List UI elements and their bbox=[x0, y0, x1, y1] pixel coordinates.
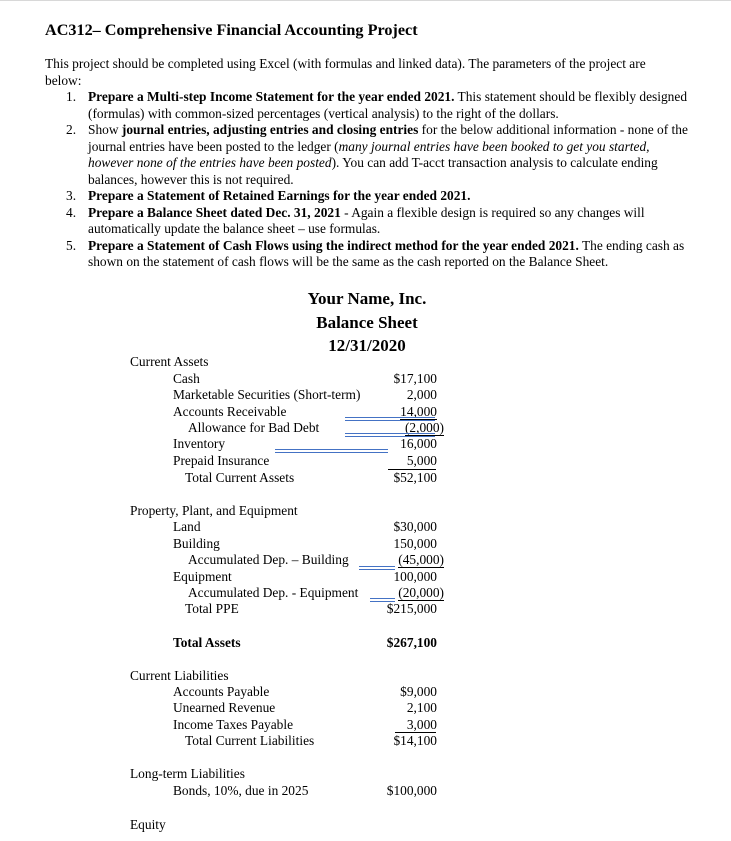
row-amount: $17,100 bbox=[393, 371, 437, 386]
row-amount: $267,100 bbox=[386, 635, 437, 650]
double-underline bbox=[359, 566, 395, 570]
section-current-liabilities: Current Liabilities bbox=[130, 668, 229, 683]
row-label: Unearned Revenue bbox=[173, 700, 276, 715]
company-name: Your Name, Inc. bbox=[307, 289, 427, 308]
row-amount: (45,000) bbox=[398, 552, 444, 567]
item-number: 3. bbox=[66, 188, 77, 203]
item-text: This statement should be flexibly designed (formulas) with common-sized percentages (vertical analysis) to the right of the dollars. bbox=[88, 89, 688, 121]
item-text: Show bbox=[88, 122, 122, 137]
item-text: ). You can add T-acct transaction analysis to calculate ending balances, however this is not required. bbox=[88, 155, 658, 187]
list-item bbox=[66, 238, 692, 271]
row-amount: $100,000 bbox=[386, 783, 437, 798]
item-number: 4. bbox=[66, 204, 77, 220]
item-bold: Prepare a Statement of Retained Earnings for the year ended 2021. bbox=[88, 188, 471, 203]
row-label: Income Taxes Payable bbox=[173, 717, 294, 732]
item-text: for the below additional information - none of the journal entries have been posted to the ledger ( bbox=[88, 122, 688, 154]
row-amount: $14,100 bbox=[393, 733, 437, 748]
item-number: 5. bbox=[66, 237, 77, 253]
list-item bbox=[66, 205, 692, 238]
row-label: Marketable Securities (Short-term) bbox=[173, 387, 361, 402]
statement-date: 12/31/2020 bbox=[328, 336, 406, 355]
row-label: Bonds, 10%, due in 2025 bbox=[173, 783, 309, 798]
row-label: Total Current Assets bbox=[185, 470, 295, 485]
row-label: Accounts Payable bbox=[173, 684, 270, 699]
item-bold: Prepare a Balance Sheet dated Dec. 31, 2021 bbox=[88, 204, 341, 220]
row-label: Accumulated Dep. - Equipment bbox=[188, 585, 359, 600]
document-title: AC312– Comprehensive Financial Accounting Project bbox=[45, 21, 418, 39]
row-amount: $52,100 bbox=[393, 470, 437, 485]
row-label: Accounts Receivable bbox=[173, 404, 287, 419]
row-amount: 2,000 bbox=[406, 387, 437, 402]
item-text: The ending cash as shown on the statement of cash flows will be the same as the cash reported on the Balance Sheet. bbox=[88, 237, 685, 269]
list-item bbox=[66, 188, 692, 205]
section-current-assets: Current Assets bbox=[130, 354, 209, 369]
section-ppe: Property, Plant, and Equipment bbox=[130, 503, 298, 518]
item-text: - Again a flexible design is required so any changes will automatically update the balance sheet – use formulas. bbox=[88, 204, 645, 236]
item-number: 2. bbox=[66, 122, 77, 137]
row-label: Inventory bbox=[173, 436, 226, 451]
item-bold: journal entries, adjusting entries and closing entries bbox=[121, 122, 419, 137]
item-bold: Prepare a Multi-step Income Statement for the year ended 2021. bbox=[88, 89, 455, 104]
row-amount: 5,000 bbox=[406, 453, 437, 468]
row-label: Building bbox=[173, 536, 220, 551]
intro-paragraph: This project should be completed using Excel (with formulas and linked data). The parameters of the project are below: bbox=[45, 56, 646, 88]
row-amount: 14,000 bbox=[400, 404, 437, 419]
row-label: Cash bbox=[173, 371, 200, 386]
statement-name: Balance Sheet bbox=[316, 313, 418, 332]
row-amount: $30,000 bbox=[393, 519, 437, 534]
row-label: Prepaid Insurance bbox=[173, 453, 270, 468]
list-item bbox=[66, 89, 692, 122]
item-italic: many journal entries have been booked to get you started, however none of the entries have been posted bbox=[88, 138, 650, 170]
row-amount: 100,000 bbox=[393, 569, 437, 584]
row-amount: $9,000 bbox=[400, 684, 437, 699]
requirements-list bbox=[66, 89, 692, 271]
row-amount: 3,000 bbox=[406, 717, 437, 732]
row-amount: $215,000 bbox=[386, 601, 437, 616]
row-label: Accumulated Dep. – Building bbox=[188, 552, 349, 567]
item-bold: Prepare a Statement of Cash Flows using the indirect method for the year ended 2021. bbox=[88, 237, 579, 253]
item-number: 1. bbox=[66, 89, 77, 104]
list-item bbox=[66, 122, 692, 188]
row-label: Land bbox=[173, 519, 201, 534]
row-label: Total PPE bbox=[185, 601, 239, 616]
row-label: Total Current Liabilities bbox=[185, 733, 315, 748]
double-underline bbox=[275, 449, 388, 453]
row-amount: 16,000 bbox=[400, 436, 437, 451]
row-amount: 2,100 bbox=[406, 700, 437, 715]
row-label: Total Assets bbox=[173, 635, 241, 650]
row-amount: (2,000) bbox=[404, 420, 444, 435]
page-top-border bbox=[0, 0, 731, 1]
row-label: Equipment bbox=[173, 569, 232, 584]
row-amount: 150,000 bbox=[393, 536, 437, 551]
section-long-term-liabilities: Long-term Liabilities bbox=[130, 766, 245, 781]
row-label: Allowance for Bad Debt bbox=[188, 420, 320, 435]
row-amount: (20,000) bbox=[398, 585, 444, 600]
section-equity: Equity bbox=[130, 817, 166, 832]
